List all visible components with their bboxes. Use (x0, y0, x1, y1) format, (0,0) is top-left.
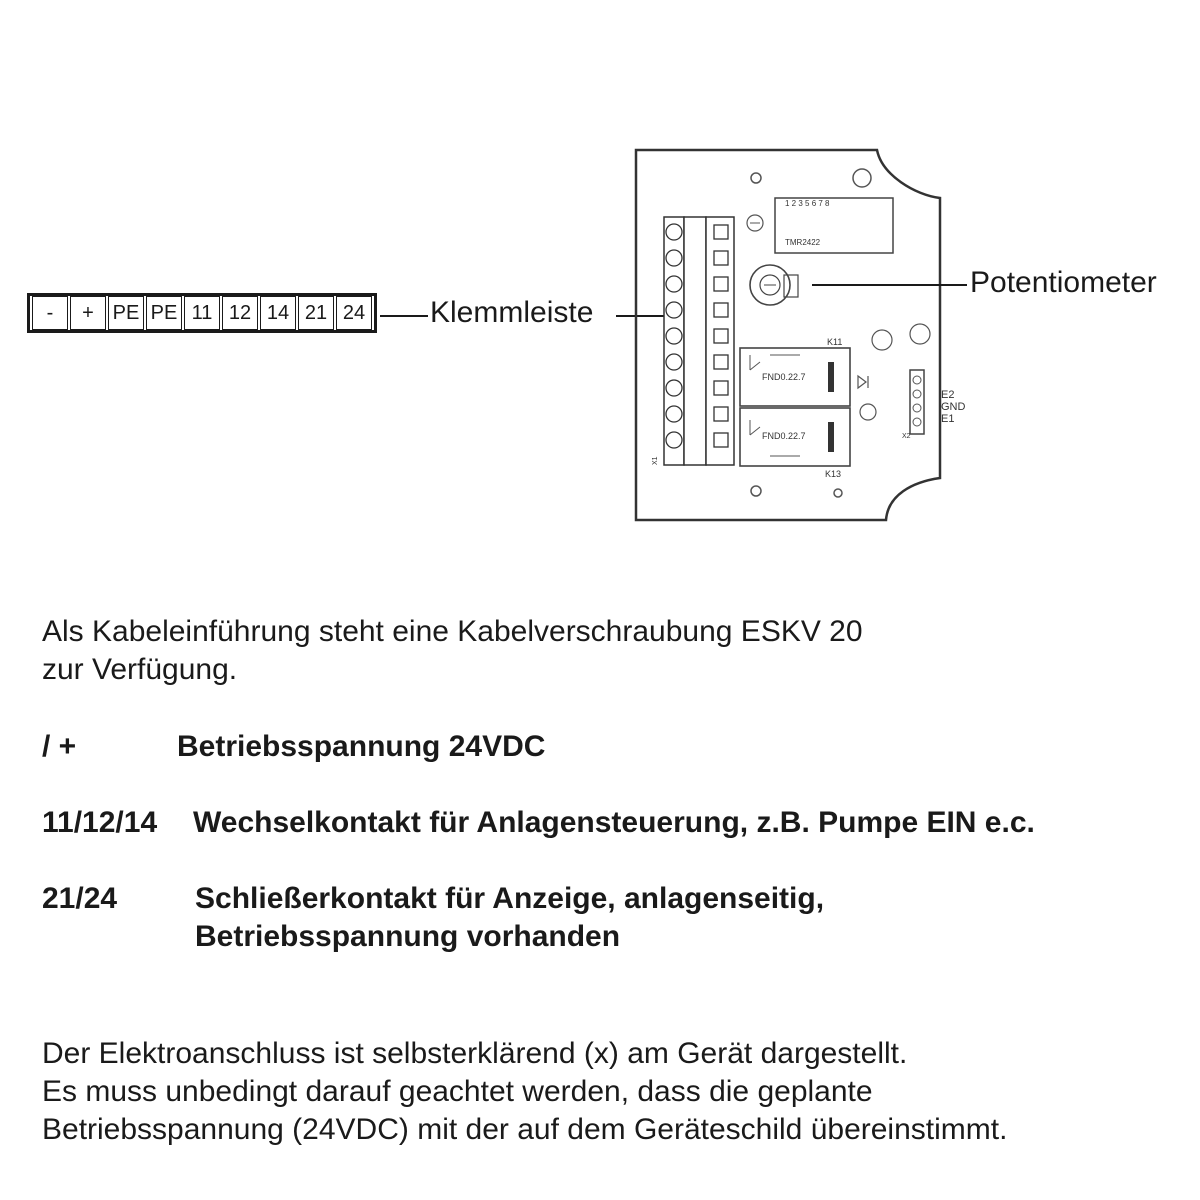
terminal-minus: - (32, 296, 68, 330)
row1-key: / + (42, 730, 77, 763)
terminal-strip (27, 293, 377, 333)
terminal-pe-2: PE (146, 296, 182, 330)
capacitor-c5 (872, 330, 892, 350)
relay-k11-part: FND0.22.7 (762, 372, 806, 382)
terminal-14: 14 (260, 296, 296, 330)
terminal-pe-1: PE (108, 296, 144, 330)
chip-pin-numbers: 1 2 3 5 6 7 8 (785, 199, 830, 208)
relay-k13-label: K13 (825, 469, 842, 479)
terminal-12: 12 (222, 296, 258, 330)
diode-symbol (858, 376, 868, 388)
mounting-hole (751, 486, 761, 496)
mounting-hole (834, 489, 842, 497)
terminal-plus: + (70, 296, 106, 330)
row3-desc-line1: Schließerkontakt für Anzeige, anlagenseitig, (195, 882, 825, 915)
mounting-hole (853, 169, 871, 187)
connector-x2 (910, 370, 924, 434)
note-line-1: Der Elektroanschluss ist selbsterklärend (x) am Gerät dargestellt. (42, 1037, 908, 1070)
connector-gnd-label: GND (941, 401, 966, 413)
leader-line-potentiometer (812, 284, 967, 286)
row3-key: 21/24 (42, 882, 118, 915)
terminal-21: 21 (298, 296, 334, 330)
sensor-component (860, 404, 876, 420)
callout-klemmleiste: Klemmleiste (430, 296, 594, 329)
intro-line-2: zur Verfügung. (42, 653, 238, 686)
relay-k13-part: FND0.22.7 (762, 431, 806, 441)
terminal-11: 11 (184, 296, 220, 330)
row2-key: 11/12/14 (42, 806, 158, 839)
x2-label: X2 (902, 433, 911, 440)
note-line-2: Es muss unbedingt darauf geachtet werden, dass die geplante (42, 1075, 873, 1108)
intro-line-1: Als Kabeleinführung steht eine Kabelverschraubung ESKV 20 (42, 615, 863, 648)
x1-label: X1 (652, 456, 659, 465)
row2-desc: Wechselkontakt für Anlagensteuerung, z.B. Pumpe EIN e.c. (193, 806, 1035, 839)
pcb-svg (620, 140, 966, 540)
connector-e1-label: E1 (941, 413, 955, 425)
connector-e2-label: E2 (941, 389, 955, 401)
callout-potentiometer: Potentiometer (970, 266, 1157, 299)
chip-label: TMR2422 (785, 238, 821, 247)
potentiometer-component (750, 265, 798, 305)
terminal-block (664, 217, 734, 465)
terminal-24: 24 (336, 296, 372, 330)
note-line-3: Betriebsspannung (24VDC) mit der auf dem Geräteschild übereinstimmt. (42, 1113, 1008, 1146)
capacitor-c3 (910, 324, 930, 344)
mounting-hole (751, 173, 761, 183)
leader-line-strip (380, 315, 428, 317)
relay-k11-label: K11 (827, 337, 843, 347)
circuit-board-drawing (620, 140, 966, 540)
row3-desc-line2: Betriebsspannung vorhanden (195, 920, 621, 953)
row1-desc: Betriebsspannung 24VDC (177, 730, 546, 763)
